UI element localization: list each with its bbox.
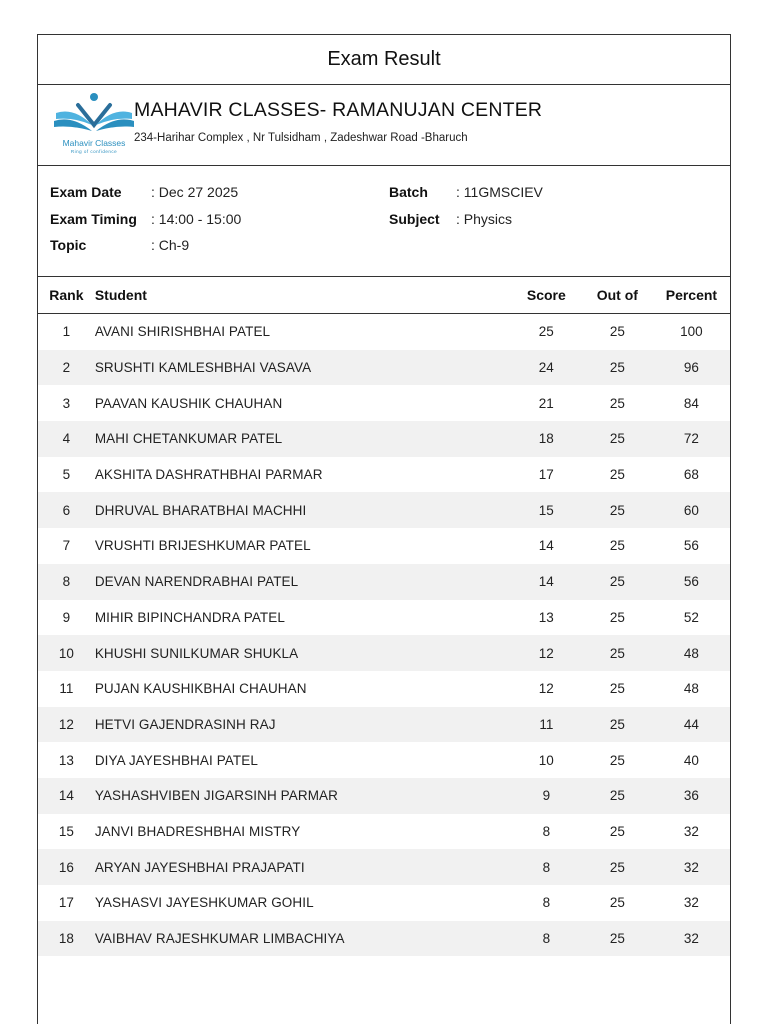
score-cell: 24 (511, 350, 582, 386)
percent-cell: 32 (653, 849, 730, 885)
score-cell: 9 (511, 778, 582, 814)
percent-cell: 60 (653, 492, 730, 528)
logo-text: Mahavir Classes (62, 138, 126, 148)
score-cell: 8 (511, 849, 582, 885)
out-of-cell: 25 (609, 395, 625, 411)
rank-cell: 12 (38, 707, 95, 743)
table-row (38, 849, 730, 885)
table-row (38, 921, 730, 957)
out-of-cell: 25 (609, 324, 625, 340)
score-cell: 10 (538, 752, 554, 768)
out-of-cell: 25 (609, 609, 625, 625)
institute-address: 234-Harihar Complex , Nr Tulsidham , Zadeshwar Road -Bharuch (134, 132, 468, 144)
score-cell: 15 (511, 492, 582, 528)
student-name-cell: ARYAN JAYESHBHAI PRAJAPATI (95, 849, 511, 885)
out-of-cell: 25 (609, 895, 625, 911)
out-of-cell: 25 (582, 849, 653, 885)
table-row (38, 707, 730, 743)
out-of-cell: 25 (582, 350, 653, 386)
header-percent: Percent (653, 277, 730, 314)
percent-cell: 36 (653, 778, 730, 814)
student-name-cell: DHRUVAL BHARATBHAI MACHHI (95, 492, 511, 528)
exam-timing-label: Exam Timing (50, 211, 137, 227)
percent-cell: 68 (683, 467, 699, 483)
institute-logo (48, 91, 126, 157)
out-of-cell: 25 (582, 421, 653, 457)
rank-cell: 2 (38, 350, 95, 386)
table-row (38, 457, 730, 493)
out-of-cell: 25 (582, 707, 653, 743)
student-name-cell: PUJAN KAUSHIKBHAI CHAUHAN (94, 681, 307, 697)
percent-cell: 56 (683, 538, 699, 554)
rank-cell: 17 (58, 895, 74, 911)
logo-tagline: Ring of confidence (70, 149, 118, 154)
rank-cell: 4 (38, 421, 95, 457)
score-cell: 8 (511, 921, 582, 957)
header-student: Student (95, 277, 511, 314)
exam-timing-value: : 14:00 - 15:00 (151, 211, 242, 227)
score-cell: 11 (511, 707, 582, 743)
student-name-cell: YASHASHVIBEN JIGARSINH PARMAR (95, 778, 511, 814)
percent-cell: 32 (683, 823, 699, 839)
percent-cell: 48 (683, 681, 699, 697)
student-name-cell: AVANI SHIRISHBHAI PATEL (94, 324, 271, 340)
table-row (38, 742, 730, 778)
table-row (38, 778, 730, 814)
topic-value: : Ch-9 (151, 237, 190, 253)
page-title: Exam Result (38, 35, 730, 85)
out-of-cell: 25 (582, 778, 653, 814)
student-name-cell: VRUSHTI BRIJESHKUMAR PATEL (94, 538, 311, 554)
out-of-cell: 25 (609, 538, 625, 554)
subject-value: : Physics (456, 211, 513, 227)
percent-cell: 84 (683, 395, 699, 411)
table-row (38, 635, 730, 671)
out-of-cell: 25 (582, 635, 653, 671)
score-cell: 17 (538, 467, 554, 483)
result-sheet (37, 34, 731, 1024)
table-row (38, 492, 730, 528)
table-header-row (38, 277, 730, 314)
table-row (38, 385, 730, 421)
score-cell: 8 (542, 823, 551, 839)
student-name-cell: JANVI BHADRESHBHAI MISTRY (94, 823, 301, 839)
rank-cell: 3 (62, 395, 71, 411)
student-name-cell: KHUSHI SUNILKUMAR SHUKLA (95, 635, 511, 671)
out-of-cell: 25 (609, 681, 625, 697)
student-name-cell: SRUSHTI KAMLESHBHAI VASAVA (95, 350, 511, 386)
student-name-cell: MIHIR BIPINCHANDRA PATEL (94, 609, 285, 625)
student-name-cell: DIYA JAYESHBHAI PATEL (94, 752, 258, 768)
out-of-cell: 25 (582, 564, 653, 600)
out-of-cell: 25 (609, 823, 625, 839)
percent-cell: 56 (653, 564, 730, 600)
percent-cell: 52 (683, 609, 699, 625)
table-row (38, 350, 730, 386)
percent-cell: 32 (653, 921, 730, 957)
rank-cell: 6 (38, 492, 95, 528)
batch-value: : 11GMSCIEV (456, 184, 543, 200)
rank-cell: 5 (62, 467, 71, 483)
table-row (38, 671, 730, 707)
table-row (38, 314, 730, 350)
student-name-cell: VAIBHAV RAJESHKUMAR LIMBACHIYA (95, 921, 511, 957)
percent-cell: 40 (683, 752, 699, 768)
percent-cell: 96 (653, 350, 730, 386)
table-row (38, 528, 730, 564)
percent-cell: 100 (680, 324, 703, 340)
table-row (38, 814, 730, 850)
rank-cell: 8 (38, 564, 95, 600)
institute-name: MAHAVIR CLASSES- RAMANUJAN CENTER (134, 99, 543, 121)
topic-label: Topic (50, 237, 87, 253)
student-name-cell: AKSHITA DASHRATHBHAI PARMAR (94, 467, 323, 483)
rank-cell: 10 (38, 635, 95, 671)
out-of-cell: 25 (609, 752, 625, 768)
percent-cell: 48 (653, 635, 730, 671)
percent-cell: 32 (683, 895, 699, 911)
student-name-cell: YASHASVI JAYESHKUMAR GOHIL (94, 895, 314, 911)
rank-cell: 11 (59, 681, 74, 697)
score-cell: 14 (538, 538, 554, 554)
exam-info (38, 166, 730, 277)
percent-cell: 72 (653, 421, 730, 457)
rank-cell: 7 (62, 538, 71, 554)
results-table (38, 277, 730, 956)
score-cell: 12 (538, 681, 554, 697)
institute-header (38, 85, 730, 166)
table-row (38, 421, 730, 457)
table-row (38, 600, 730, 636)
rank-cell: 9 (62, 609, 71, 625)
score-cell: 25 (538, 324, 554, 340)
rank-cell: 13 (58, 752, 74, 768)
rank-cell: 14 (38, 778, 95, 814)
score-cell: 18 (511, 421, 582, 457)
student-name-cell: MAHI CHETANKUMAR PATEL (95, 421, 511, 457)
score-cell: 8 (542, 895, 551, 911)
score-cell: 21 (538, 395, 554, 411)
percent-cell: 44 (653, 707, 730, 743)
student-name-cell: HETVI GAJENDRASINH RAJ (95, 707, 511, 743)
exam-date-value: : Dec 27 2025 (151, 184, 239, 200)
out-of-cell: 25 (582, 921, 653, 957)
exam-date-label: Exam Date (50, 184, 122, 200)
batch-label: Batch (389, 184, 428, 200)
table-row (38, 564, 730, 600)
header-score: Score (511, 277, 582, 314)
out-of-cell: 25 (609, 467, 625, 483)
table-row (38, 885, 730, 921)
out-of-cell: 25 (582, 492, 653, 528)
score-cell: 12 (511, 635, 582, 671)
student-name-cell: PAAVAN KAUSHIK CHAUHAN (94, 395, 283, 411)
subject-label: Subject (389, 211, 440, 227)
rank-cell: 15 (58, 823, 74, 839)
score-cell: 14 (511, 564, 582, 600)
header-out-of: Out of (582, 277, 653, 314)
student-name-cell: DEVAN NARENDRABHAI PATEL (95, 564, 511, 600)
rank-cell: 1 (62, 324, 71, 340)
book-person-logo-icon (48, 91, 140, 141)
header-rank: Rank (38, 277, 95, 314)
score-cell: 13 (538, 609, 554, 625)
rank-cell: 16 (38, 849, 95, 885)
rank-cell: 18 (38, 921, 95, 957)
